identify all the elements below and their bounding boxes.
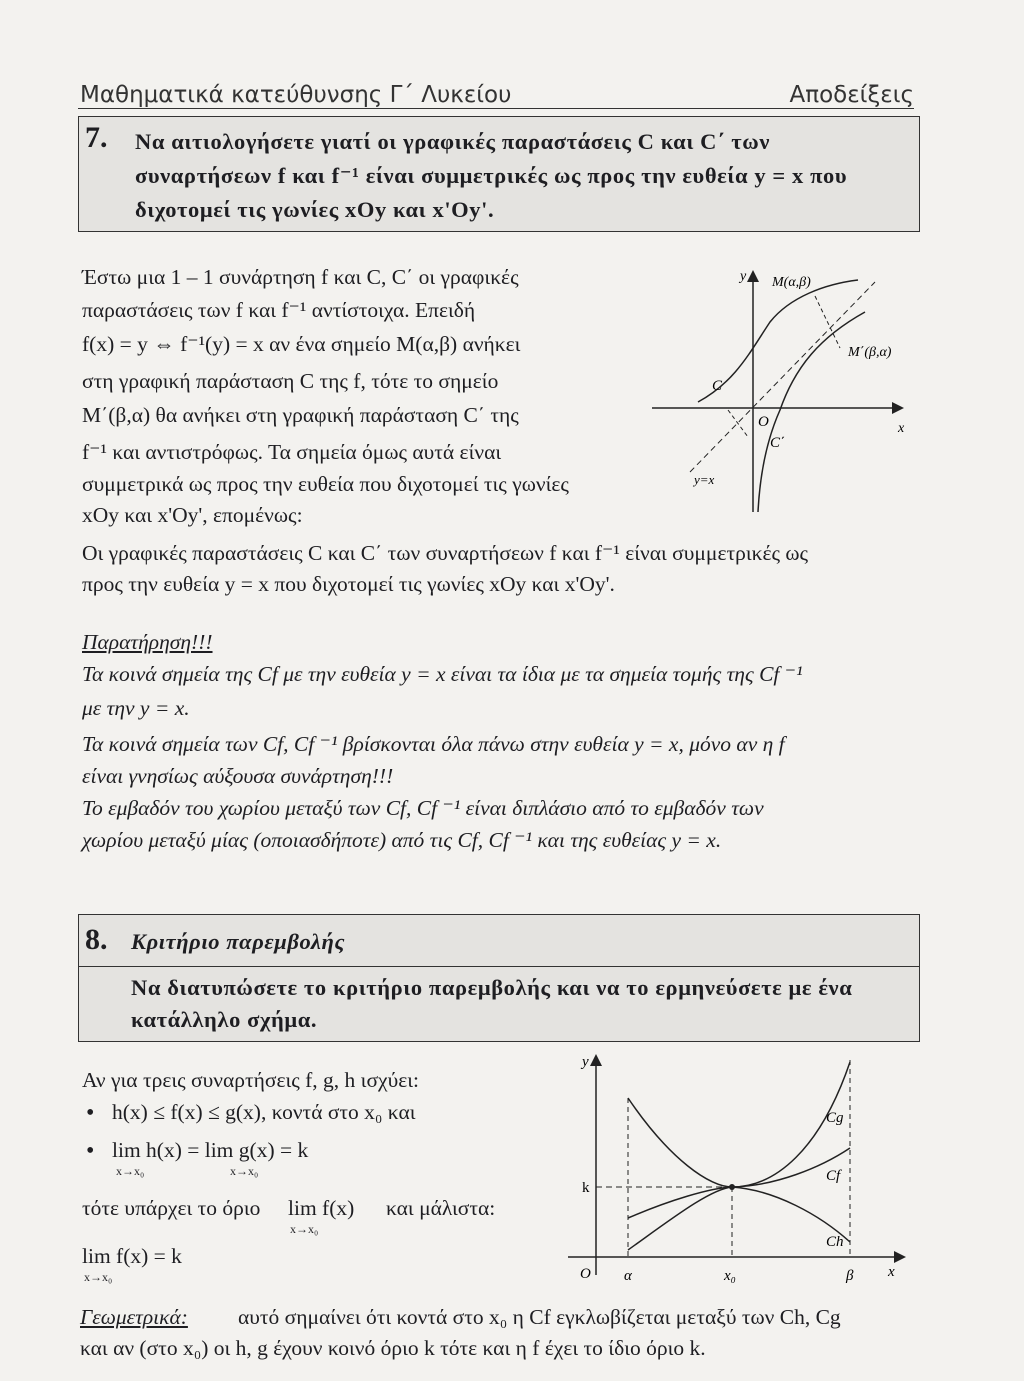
y-axis-label: y xyxy=(582,1054,589,1070)
a-label: α xyxy=(624,1268,632,1284)
header-title: Μαθηματικά κατεύθυνσης Γ΄ Λυκείου xyxy=(80,82,512,108)
bullet-dot: • xyxy=(86,1100,95,1126)
theorem-result: lim f(x) = k xyxy=(82,1244,182,1268)
proof-line: Έστω μια 1 – 1 συνάρτηση f και C, C΄ οι γραφικές xyxy=(82,265,519,289)
question-number: 7. xyxy=(85,121,108,154)
diagonal-label: y=x xyxy=(694,472,715,487)
conclusion-line: Οι γραφικές παραστάσεις C και C΄ των συναρτήσεων f και f⁻¹ είναι συμμετρικές ως xyxy=(82,541,809,565)
cf-label: Cf xyxy=(826,1168,841,1184)
question-line: διχοτομεί τις γωνίες xOy και x'Oy'. xyxy=(135,197,495,222)
conclusion-line: προς την ευθεία y = x που διχοτομεί τις γωνίες xOy και x'Oy'. xyxy=(82,572,615,596)
remark-line: με την y = x. xyxy=(82,696,190,720)
theorem-bullet: h(x) ≤ f(x) ≤ g(x), κοντά στο x₀ και xyxy=(112,1100,416,1124)
limit-subscript: x→x₀ xyxy=(290,1222,319,1236)
symmetry-figure xyxy=(640,262,930,524)
question-8-box xyxy=(78,914,920,1042)
squeeze-figure xyxy=(560,1050,910,1286)
question-title: Κριτήριο παρεμβολής xyxy=(131,929,346,954)
proof-line: M΄(β,α) θα ανήκει στη γραφική παράσταση C΄ της xyxy=(82,403,519,427)
point-m-label: M(α,β) xyxy=(772,275,811,290)
theorem-intro: Αν για τρεις συναρτήσεις f, g, h ισχύει: xyxy=(82,1068,420,1092)
page-header xyxy=(78,80,914,109)
remark-line: Το εμβαδόν του χωρίου μεταξύ των Cf, Cf ⁻¹ είναι διπλάσιο από το εμβαδόν των xyxy=(82,796,764,820)
origin-label: O xyxy=(580,1266,591,1282)
symmetry-segment xyxy=(728,410,748,437)
question-line: κατάλληλο σχήμα. xyxy=(131,1007,318,1032)
question-8-header xyxy=(79,915,919,967)
curve-ch xyxy=(628,1187,850,1250)
proof-line: παραστάσεις των f και f⁻¹ αντίστοιχα. Επειδή xyxy=(82,298,476,322)
remark-line: είναι γνησίως αύξουσα συνάρτηση!!! xyxy=(82,764,394,788)
geometric-line: αυτό σημαίνει ότι κοντά στο x₀ η Cf εγκλωβίζεται μεταξύ των Ch, Cg xyxy=(238,1305,841,1329)
remark-title: Παρατήρηση!!! xyxy=(82,630,213,654)
theorem-then-tail: και μάλιστα: xyxy=(386,1196,496,1220)
question-line: Να διατυπώσετε το κριτήριο παρεμβολής και να το ερμηνεύσετε με ένα xyxy=(131,975,853,1000)
k-label: k xyxy=(582,1180,590,1196)
x-axis-label: x xyxy=(898,421,905,436)
curve-c-label: C xyxy=(712,378,723,394)
limit-subscript: x→x₀ xyxy=(116,1164,145,1178)
x-axis-label: x xyxy=(888,1264,895,1280)
curve-cg xyxy=(628,1062,850,1187)
geometric-label: Γεωμετρικά: xyxy=(80,1305,188,1329)
cg-label: Cg xyxy=(826,1110,844,1126)
curve-c-prime xyxy=(758,312,865,512)
limit-subscript: x→x₀ xyxy=(84,1270,113,1284)
curve-cf xyxy=(628,1148,850,1218)
remark-line: Τα κοινά σημεία της Cf με την ευθεία y = x είναι τα ίδια με τα σημεία τομής της Cf ⁻¹ xyxy=(82,662,803,686)
ch-label: Ch xyxy=(826,1234,844,1250)
remark-line: Τα κοινά σημεία των Cf, Cf ⁻¹ βρίσκονται όλα πάνω στην ευθεία y = x, μόνο αν η f xyxy=(82,732,785,756)
remark-line: χωρίου μεταξύ μίας (οποιασδήποτε) από τις Cf, Cf ⁻¹ και της ευθείας y = x. xyxy=(82,828,722,852)
theorem-then: τότε υπάρχει το όριο xyxy=(82,1196,261,1220)
proof-line: f⁻¹ και αντιστρόφως. Τα σημεία όμως αυτά είναι xyxy=(82,440,502,464)
question-7-box xyxy=(78,116,920,232)
point-m-prime-label: M΄(β,α) xyxy=(848,345,892,360)
question-number: 8. xyxy=(85,923,108,956)
question-line: Να αιτιολογήσετε γιατί οι γραφικές παραστάσεις C και C΄ των xyxy=(135,129,770,154)
proof-line: xOy και x'Oy', επομένως: xyxy=(82,503,303,527)
proof-line: στη γραφική παράσταση C της f, τότε το σημείο xyxy=(82,369,499,393)
proof-line: f(x) = y ⇔ f⁻¹(y) = x αν ένα σημείο M(α,β) ανήκει xyxy=(82,332,521,356)
header-section: Αποδείξεις xyxy=(789,82,914,108)
b-label: β xyxy=(846,1268,854,1284)
y-axis-label: y xyxy=(740,269,747,284)
limit-point xyxy=(729,1184,735,1190)
question-line: συναρτήσεων f και f⁻¹ είναι συμμετρικές ως προς την ευθεία y = x που xyxy=(135,163,848,188)
geometric-line: και αν (στο x₀) οι h, g έχουν κοινό όριο k τότε και η f έχει το ίδιο όριο k. xyxy=(80,1336,706,1360)
theorem-then-limit: lim f(x) xyxy=(288,1196,355,1220)
x0-label: x₀ xyxy=(724,1268,736,1284)
limit-subscript: x→x₀ xyxy=(230,1164,259,1178)
origin-label: O xyxy=(758,414,769,430)
theorem-bullet: lim h(x) = lim g(x) = k xyxy=(112,1138,309,1162)
bullet-dot: • xyxy=(86,1138,95,1164)
curve-c-prime-label: C΄ xyxy=(770,435,785,451)
proof-line: συμμετρικά ως προς την ευθεία που διχοτομεί τις γωνίες xyxy=(82,472,569,496)
